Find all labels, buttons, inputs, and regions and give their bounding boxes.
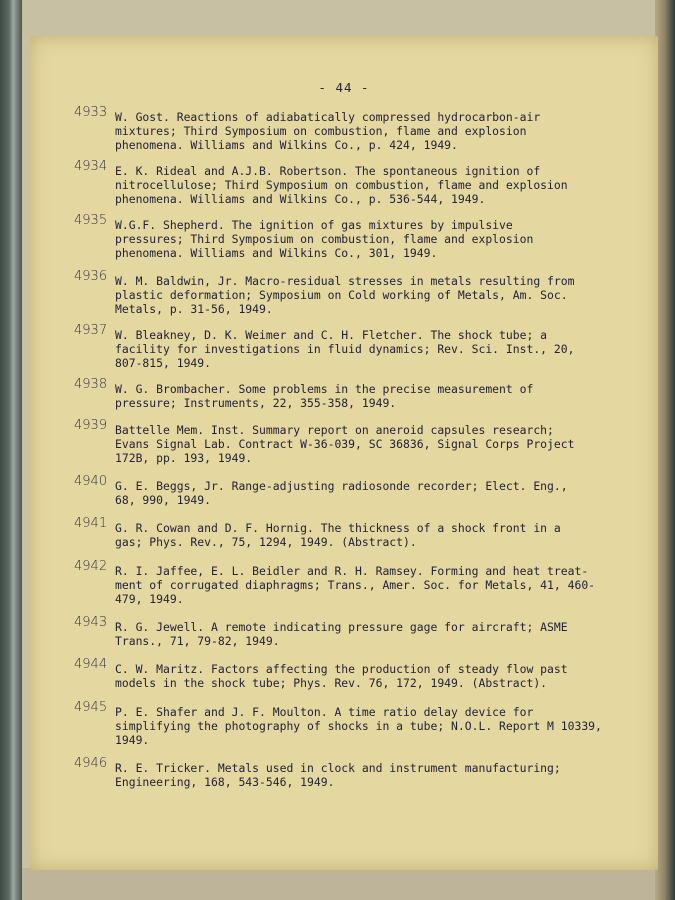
entry-text: W. Gost. Reactions of adiabatically compressed hydrocarbon-air mixtures; Third Symposium on combustion, flame and explosion phenomena. Williams and Wilkins Co., p. 424, 1949. bbox=[115, 110, 541, 152]
adjacent-page-edge bbox=[655, 0, 675, 900]
entry-number: 4942 bbox=[74, 559, 108, 574]
entry-text: W. Bleakney, D. K. Weimer and C. H. Fletcher. The shock tube; a facility for investigations in fluid dynamics; Rev. Sci. Inst., 20, 807-815, 1949. bbox=[115, 328, 575, 370]
entry-text: R. E. Tricker. Metals used in clock and instrument manufacturing; Engineering, 168, 543-546, 1949. bbox=[115, 761, 561, 789]
entry-text: W. G. Brombacher. Some problems in the precise measurement of pressure; Instruments, 22, 355-358, 1949. bbox=[115, 382, 534, 410]
entry-number: 4936 bbox=[74, 269, 108, 284]
entry-number: 4940 bbox=[74, 474, 108, 489]
binder-edge bbox=[0, 0, 22, 900]
entry-number: 4939 bbox=[74, 418, 108, 433]
background-bottom bbox=[22, 868, 662, 900]
entry-number: 4945 bbox=[74, 700, 108, 715]
document-page bbox=[30, 36, 658, 870]
entry-number: 4946 bbox=[74, 756, 108, 771]
entry-text: R. I. Jaffee, E. L. Beidler and R. H. Ramsey. Forming and heat treat- ment of corrugated diaphragms; Trans., Amer. Soc. for Metals, 41, 460- 479, 1949. bbox=[115, 564, 596, 606]
entry-text: W.G.F. Shepherd. The ignition of gas mixtures by impulsive pressures; Third Symposium on combustion, flame and explosion phenomena. Williams and Wilkins Co., 301, 1949. bbox=[115, 218, 534, 260]
entry-number: 4944 bbox=[74, 657, 108, 672]
entry-text: G. R. Cowan and D. F. Hornig. The thickness of a shock front in a gas; Phys. Rev., 75, 1294, 1949. (Abstract). bbox=[115, 521, 561, 549]
entry-text: R. G. Jewell. A remote indicating pressure gage for aircraft; ASME Trans., 71, 79-82, 1949. bbox=[115, 620, 568, 648]
entry-number: 4934 bbox=[74, 159, 108, 174]
background-top bbox=[22, 0, 662, 38]
entry-text: G. E. Beggs, Jr. Range-adjusting radiosonde recorder; Elect. Eng., 68, 990, 1949. bbox=[115, 479, 568, 507]
page-number: - 44 - bbox=[318, 80, 370, 95]
entry-text: P. E. Shafer and J. F. Moulton. A time ratio delay device for simplifying the photography of shocks in a tube; N.O.L. Report M 10339, 1949. bbox=[115, 705, 602, 747]
entry-text: Battelle Mem. Inst. Summary report on aneroid capsules research; Evans Signal Lab. Contract W-36-039, SC 36836, Signal Corps Project 172B, pp. 193, 1949. bbox=[115, 423, 575, 465]
entry-number: 4938 bbox=[74, 377, 108, 392]
entry-number: 4941 bbox=[74, 516, 108, 531]
entry-text: W. M. Baldwin, Jr. Macro-residual stresses in metals resulting from plastic deformation; Symposium on Cold working of Metals, Am. Soc. Metals, p. 31-56, 1949. bbox=[115, 274, 575, 316]
entry-text: E. K. Rideal and A.J.B. Robertson. The spontaneous ignition of nitrocellulose; Third Symposium on combustion, flame and explosion phenomena. Williams and Wilkins Co., p. 536-544, 1949. bbox=[115, 164, 568, 206]
entry-number: 4937 bbox=[74, 323, 108, 338]
entry-number: 4933 bbox=[74, 105, 108, 120]
entry-text: C. W. Maritz. Factors affecting the production of steady flow past models in the shock tube; Phys. Rev. 76, 172, 1949. (Abstract). bbox=[115, 662, 568, 690]
entry-number: 4935 bbox=[74, 213, 108, 228]
entry-number: 4943 bbox=[74, 615, 108, 630]
